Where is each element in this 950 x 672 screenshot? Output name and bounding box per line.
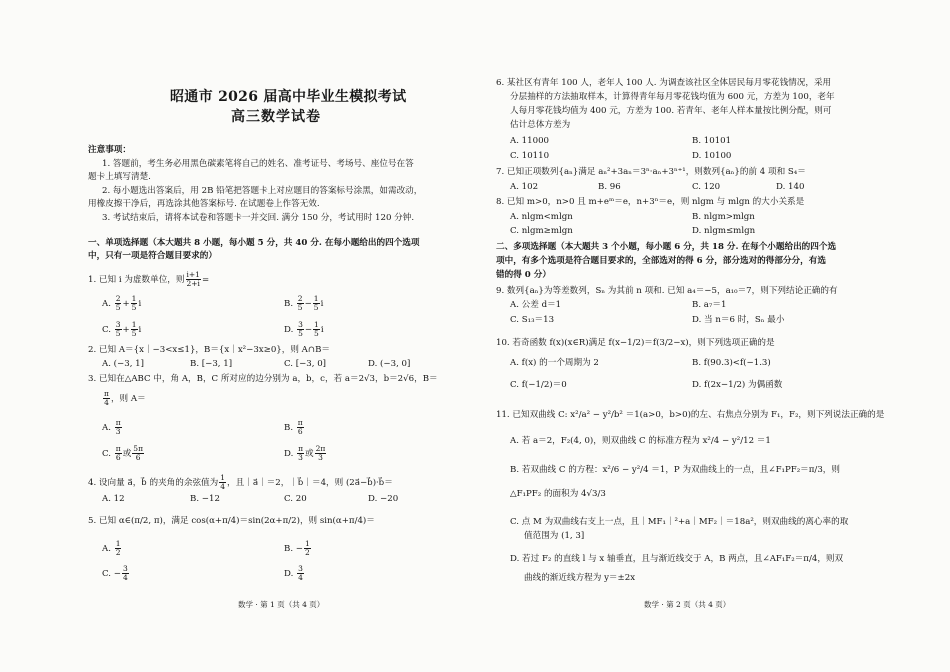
page-2-footer: 数学 · 第 2 页（共 4 页） (644, 600, 731, 609)
question-8-option-b: B. nlgm>mlgn (692, 212, 755, 222)
question-9-option-b: B. a₇＝1 (692, 300, 727, 310)
section-1-heading-cont: 中，只有一项是符合题目要求的） (88, 251, 217, 261)
question-9-option-d: D. 当 n＝6 时，Sₙ 最小 (692, 315, 785, 325)
question-2-option-c: C. [−3, 0] (284, 359, 327, 369)
question-11-option-a: A. 若 a＝2，F₂(4, 0)，则双曲线 C 的标准方程为 x²/4 − y²/12 ＝1 (510, 436, 771, 446)
exam-subtitle: 高三数学试卷 (231, 109, 321, 125)
question-6-option-a: A. 11000 (510, 136, 550, 146)
section-2-heading-cont: 项中，有多个选项是符合题目要求的，全部选对的得 6 分，部分选对的得部分分，有选 (496, 256, 826, 266)
question-9-option-c: C. S₁₃＝13 (510, 315, 555, 325)
question-7-option-c: C. 120 (692, 182, 721, 192)
question-9-option-a: A. 公差 d＝1 (510, 300, 562, 310)
question-1-option-a: A. $\frac{2}{5}$ + $\frac{1}{5}$ i (102, 294, 142, 312)
question-11-option-b-cont: △F₁PF₂ 的面积为 4√3/3 (510, 489, 606, 499)
question-6-option-b: B. 10101 (692, 136, 732, 146)
question-11-option-c-cont: 值范围为 (1, 3] (524, 531, 585, 541)
section-2-heading-cont: 错的得 0 分） (496, 270, 551, 280)
question-4-stem: 4. 设向量 a⃗，b⃗ 的夹角的余弦值为 $\frac{1}{4}$ ，且｜a⃗｜＝2，｜b⃗｜＝4，则 (2a⃗−b⃗)·b⃗＝ (88, 473, 393, 491)
notice-line: 1. 答题前，考生务必用黑色碳素笔将自己的姓名、准考证号、考场号、座位号在答 (102, 159, 414, 169)
question-3-stem: 3. 已知在△ABC 中，角 A，B，C 所对应的边分别为 a，b，c，若 a＝2√3，b＝2√6，B＝ (88, 374, 438, 384)
question-5-option-b: B. − $\frac{1}{2}$ (284, 539, 310, 557)
notice-line: 2. 每小题选出答案后，用 2B 铅笔把答题卡上对应题目的答案标号涂黑，如需改动， (102, 186, 423, 196)
section-2-heading: 二、多项选择题（本大题共 3 个小题，每小题 6 分，共 18 分. 在每个小题给出的四个选 (496, 242, 837, 252)
question-7-option-d: D. 140 (776, 182, 805, 192)
question-8-stem: 8. 已知 m>0，n>0 且 m+eᵐ＝e，n+3ⁿ＝e，则 nlgm 与 mlgn 的大小关系是 (496, 197, 805, 207)
question-5-option-c: C. − $\frac{3}{4}$ (102, 564, 128, 582)
question-11-option-b: B. 若双曲线 C 的方程：x²/6 − y²/4 ＝1，P 为双曲线上的一点，且∠F₁PF₂＝π/3，则 (510, 465, 840, 475)
question-3-stem-cont: $\frac{\pi}{4}$ ，则 A＝ (104, 389, 146, 407)
question-11-stem: 11. 已知双曲线 C: x²/a² − y²/b² ＝1(a>0，b>0)的左、右焦点分别为 F₁，F₂，则下列说法正确的是 (496, 410, 885, 420)
question-4-option-d: D. −20 (368, 494, 399, 504)
question-5-option-a: A. $\frac{1}{2}$ (102, 539, 121, 557)
question-2-stem: 2. 已知 A＝{x｜−3<x≤1}，B＝{x｜x²−3x≥0}，则 A∩B＝ (88, 345, 330, 355)
question-11-option-c: C. 点 M 为双曲线右支上一点，且｜MF₁｜²+a｜MF₂｜＝18a²，则双曲线的离心率的取 (510, 517, 849, 527)
question-10-stem: 10. 若奇函数 f(x)(x∈R)满足 f(x−1/2)＝f(3/2−x)，则下列选项正确的是 (496, 338, 775, 348)
page-1-footer: 数学 · 第 1 页（共 4 页） (238, 600, 325, 609)
question-10-option-a: A. f(x) 的一个周期为 2 (510, 358, 599, 368)
question-2-option-a: A. (−3, 1] (102, 359, 144, 369)
notice-heading: 注意事项： (88, 145, 131, 155)
question-9-stem: 9. 数列{aₙ}为等差数列，Sₙ 为其前 n 项和. 已知 a₄＝−5，a₁₀＝7，则下列结论正确的有 (496, 286, 838, 296)
question-8-option-a: A. nlgm<mlgn (510, 212, 573, 222)
exam-title: 昭通市 2026 届高中毕业生模拟考试 (170, 89, 407, 105)
question-3-option-c: C. $\frac{\pi}{6}$ 或 $\frac{5\pi}{6}$ (102, 444, 143, 462)
question-1-option-d: D. $\frac{3}{5}$ − $\frac{1}{5}$ i (284, 320, 324, 338)
question-2-option-b: B. [−3, 1] (190, 359, 233, 369)
question-10-option-d: D. f(2x−1/2) 为偶函数 (692, 380, 783, 390)
question-11-option-d-cont: 曲线的渐近线方程为 y＝±2x (524, 573, 636, 583)
notice-line: 3. 考试结束后，请将本试卷和答题卡一并交回. 满分 150 分，考试用时 120 分钟. (102, 213, 415, 223)
question-10-option-b: B. f(90.3)<f(−1.3) (692, 358, 771, 368)
page-1 (88, 0, 472, 672)
question-11-option-d: D. 若过 F₂ 的直线 l 与 x 轴垂直，且与渐近线交于 A，B 两点，且∠AF₁F₂＝π/4，则双 (510, 554, 844, 564)
question-4-option-c: C. 20 (284, 494, 307, 504)
question-4-option-b: B. −12 (190, 494, 220, 504)
question-6-stem-cont: 估计总体方差为 (510, 120, 571, 130)
question-3-option-b: B. $\frac{\pi}{6}$ (284, 418, 303, 436)
question-7-stem: 7. 已知正项数列{aₙ}满足 aₙ²+3aₙ＝3ⁿ·aₙ+3ⁿ⁺¹，则数列{aₙ}的前 4 项和 S₄＝ (496, 167, 806, 177)
question-8-option-c: C. nlgm≥mlgn (510, 226, 573, 236)
question-1-option-c: C. $\frac{3}{5}$ + $\frac{1}{5}$ i (102, 320, 142, 338)
question-6-stem-cont: 分层抽样的方法抽取样本，计算得青年每月零花钱均值为 600 元，方差为 100，老年 (510, 92, 835, 102)
question-6-stem-cont: 人每月零花钱均值为 400 元，方差为 100. 若青年、老年人样本量按比例分配，则可 (510, 106, 832, 116)
question-3-option-d: D. $\frac{\pi}{3}$ 或 $\frac{2\pi}{3}$ (284, 444, 326, 462)
question-5-option-d: D. $\frac{3}{4}$ (284, 564, 303, 582)
question-5-stem: 5. 已知 α∈(π/2, π)，满足 cos(α+π/4)＝sin(2α+π/2)，则 sin(α+π/4)＝ (88, 516, 375, 526)
question-2-option-d: D. (−3, 0] (368, 359, 411, 369)
question-7-option-b: B. 96 (598, 182, 621, 192)
question-3-option-a: A. $\frac{\pi}{3}$ (102, 418, 121, 436)
page-2 (496, 0, 885, 672)
question-6-option-c: C. 10110 (510, 151, 550, 161)
question-10-option-c: C. f(−1/2)＝0 (510, 380, 567, 390)
question-8-option-d: D. nlgm≤mlgn (692, 226, 756, 236)
notice-line: 用橡皮擦干净后，再选涂其他答案标号. 在试题卷上作答无效. (88, 199, 320, 209)
question-7-option-a: A. 102 (510, 182, 539, 192)
question-6-stem: 6. 某社区有青年 100 人，老年人 100 人. 为调查该社区全体居民每月零花钱情况，采用 (496, 78, 832, 88)
notice-line: 题卡上填写清楚. (88, 172, 151, 182)
question-4-option-a: A. 12 (102, 494, 125, 504)
question-1-stem: 1. 已知 i 为虚数单位，则 $\frac{i+1}{2+i}$ = (88, 270, 210, 288)
question-1-option-b: B. $\frac{2}{5}$ − $\frac{1}{5}$ i (284, 294, 324, 312)
question-6-option-d: D. 10100 (692, 151, 732, 161)
section-1-heading: 一、单项选择题（本大题共 8 小题，每小题 5 分，共 40 分. 在每小题给出的四个选项 (88, 238, 420, 248)
